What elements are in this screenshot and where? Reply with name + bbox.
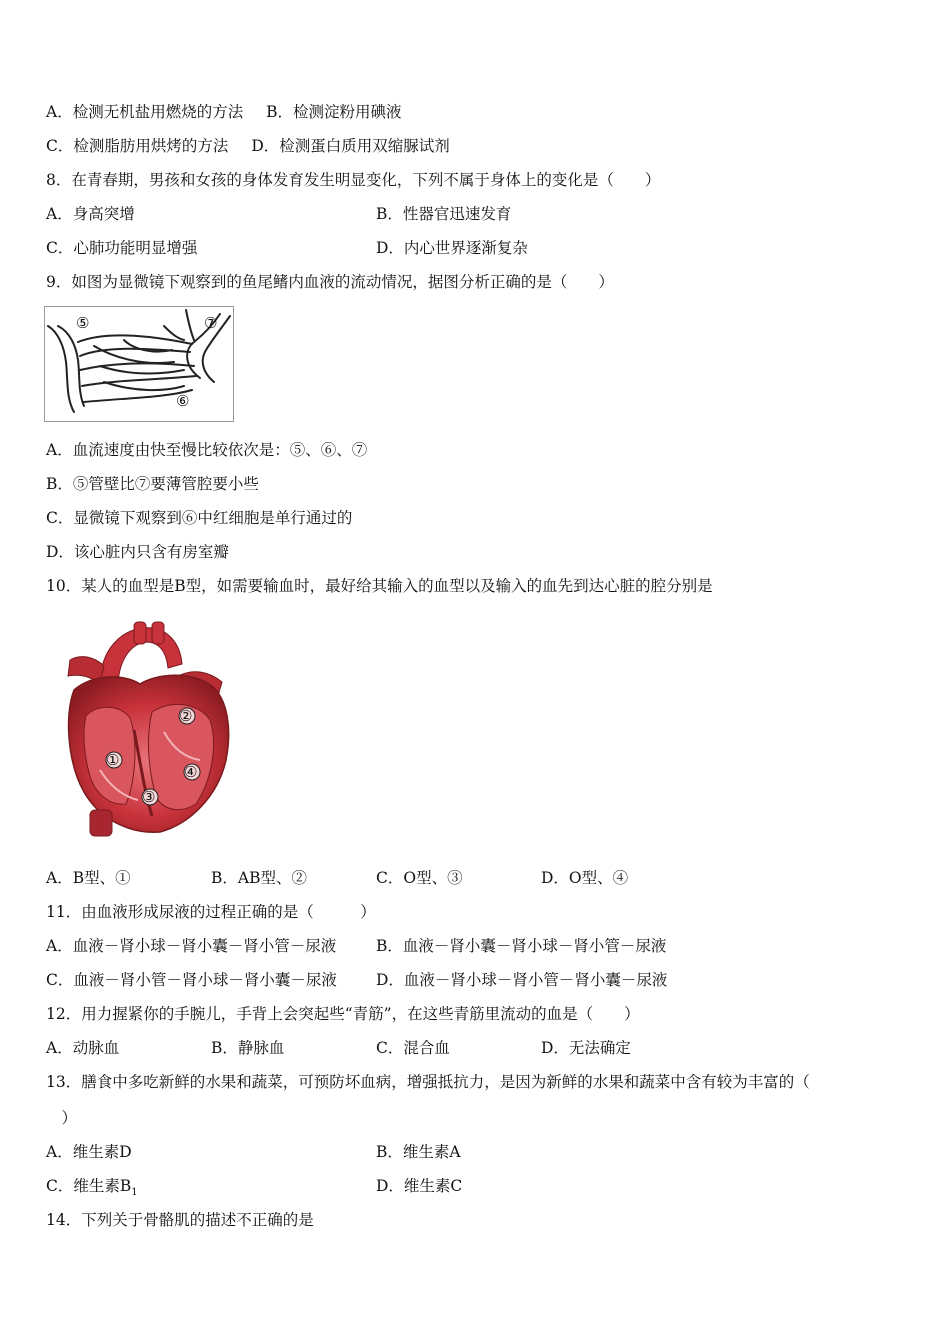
- fig10-label-3: ③: [142, 788, 156, 806]
- q7-option-b[interactable]: B．检测淀粉用碘液: [266, 103, 402, 121]
- q8-option-b[interactable]: B．性器官迅速发育: [376, 205, 512, 223]
- fig10-label-1: ①: [106, 751, 120, 769]
- q13-option-c-text: C．维生素B: [46, 1177, 132, 1195]
- q7-options-row-1: [46, 102, 402, 122]
- fig9-label-6: ⑥: [176, 392, 190, 410]
- q11-option-d[interactable]: D．血液－肾小球－肾小管－肾小囊－尿液: [376, 971, 668, 989]
- q13-stem-continued: ）: [46, 1109, 78, 1127]
- q7-option-a[interactable]: A．检测无机盐用燃烧的方法: [46, 103, 244, 121]
- q7-options-row-2: [46, 136, 450, 156]
- q11-stem: 11．由血液形成尿液的过程正确的是（ ）: [46, 903, 376, 921]
- q10-option-b[interactable]: B．AB型、②: [211, 869, 307, 887]
- q12-option-a[interactable]: A．动脉血: [46, 1039, 120, 1057]
- q11-options-row-1: [46, 936, 906, 956]
- q11-options-row-2: [46, 970, 906, 990]
- q13-stem: 13．膳食中多吃新鲜的水果和蔬菜，可预防坏血病，增强抵抗力，是因为新鲜的水果和蔬菜中含有较为丰富的（: [46, 1073, 810, 1091]
- q13-option-c[interactable]: [46, 1177, 138, 1199]
- q12-option-d[interactable]: D．无法确定: [541, 1039, 631, 1057]
- q13-options-row-2: [46, 1176, 906, 1203]
- q8-stem: 8．在青春期，男孩和女孩的身体发育发生明显变化，下列不属于身体上的变化是（ ）: [46, 171, 661, 189]
- q8-option-c[interactable]: C．心肺功能明显增强: [46, 239, 198, 257]
- fig9-label-5: ⑤: [76, 314, 90, 332]
- q7-option-c[interactable]: C．检测脂肪用烘烤的方法: [46, 137, 229, 155]
- q9-option-d[interactable]: D．该心脏内只含有房室瓣: [46, 543, 229, 561]
- fig9-label-7: ⑦: [204, 314, 218, 332]
- q12-option-b[interactable]: B．静脉血: [211, 1039, 285, 1057]
- q10-option-c[interactable]: C．O型、③: [376, 869, 463, 887]
- q10-option-d[interactable]: D．O型、④: [541, 869, 629, 887]
- q8-options-row-2: [46, 238, 906, 258]
- q8-option-a[interactable]: A．身高突增: [46, 205, 135, 223]
- fish-tail-vessel-diagram: [44, 306, 234, 422]
- q9-option-a[interactable]: A．血流速度由快至慢比较依次是：⑤、⑥、⑦: [46, 441, 368, 459]
- q13-option-a[interactable]: A．维生素D: [46, 1143, 132, 1161]
- q10-option-a[interactable]: A．B型、①: [46, 869, 131, 887]
- q10-stem: 10．某人的血型是B型，如需要输血时，最好给其输入的血型以及输入的血先到达心脏的腔分别是: [46, 577, 713, 595]
- q11-option-a[interactable]: A．血液－肾小球－肾小囊－肾小管－尿液: [46, 937, 337, 955]
- q8-options-row-1: [46, 204, 906, 224]
- q12-option-c[interactable]: C．混合血: [376, 1039, 450, 1057]
- q13-options-row-1: [46, 1142, 906, 1162]
- q8-option-d[interactable]: D．内心世界逐渐复杂: [376, 239, 528, 257]
- q7-option-d[interactable]: D．检测蛋白质用双缩脲试剂: [251, 137, 450, 155]
- q13-option-d[interactable]: D．维生素C: [376, 1177, 463, 1195]
- q12-stem: 12．用力握紧你的手腕儿，手背上会突起些“青筋”，在这些青筋里流动的血是（ ）: [46, 1005, 640, 1023]
- q11-option-b[interactable]: B．血液－肾小囊－肾小球－肾小管－尿液: [376, 937, 667, 955]
- fish-tail-blood-flow-figure: [44, 306, 234, 422]
- q11-option-c[interactable]: C．血液－肾小管－肾小球－肾小囊－尿液: [46, 971, 337, 989]
- q13-option-c-subscript: 1: [131, 1187, 138, 1199]
- heart-figure: [60, 620, 232, 840]
- q14-stem: 14．下列关于骨骼肌的描述不正确的是: [46, 1211, 314, 1229]
- q13-option-b[interactable]: B．维生素A: [376, 1143, 461, 1161]
- fig10-label-4: ④: [184, 763, 198, 781]
- fig10-label-2: ②: [179, 707, 193, 725]
- q9-option-b[interactable]: B．⑤管壁比⑦要薄管腔要小些: [46, 475, 259, 493]
- q9-option-c[interactable]: C．显微镜下观察到⑥中红细胞是单行通过的: [46, 509, 353, 527]
- heart-illustration: [60, 620, 232, 840]
- q9-stem: 9．如图为显微镜下观察到的鱼尾鳍内血液的流动情况，据图分析正确的是（ ）: [46, 273, 614, 291]
